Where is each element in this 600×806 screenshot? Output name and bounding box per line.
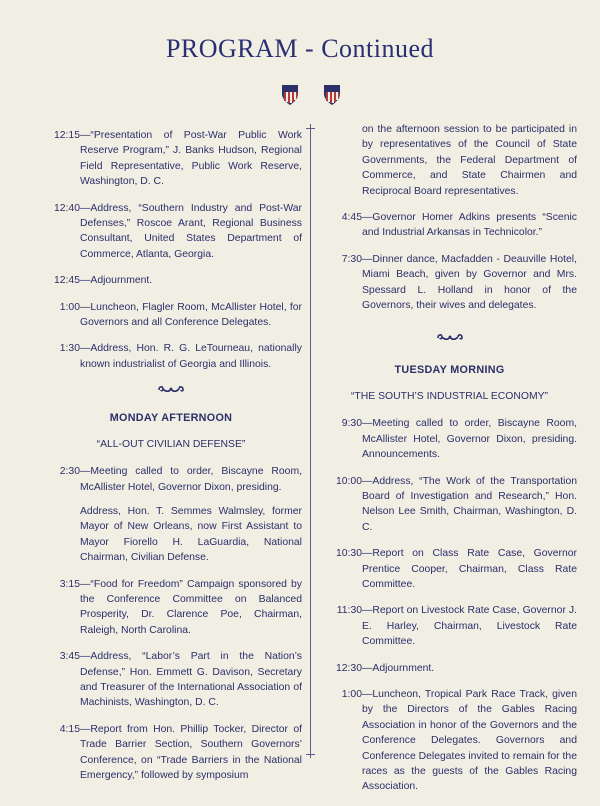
entry-note: Address, Hon. T. Semmes Walmsley, former Mayor of New Orleans, now First Assistant to Mayor Fiorello H. LaGuardia, National Chairman, Civilian Defense. xyxy=(80,505,302,564)
scroll-ornament-icon xyxy=(322,331,577,343)
scroll-ornament-icon xyxy=(40,383,302,395)
program-entry xyxy=(40,722,302,784)
entry-text: —Meeting called to order, Biscayne Room, McAllister Hotel, Governor Dixon, presiding. Announcements. xyxy=(362,418,577,461)
program-entry xyxy=(322,210,577,241)
entry-text: —Address, “Southern Industry and Post-War Defenses,” Roscoe Arant, Regional Business Consultant, United States Department of Commerce, Atlanta, Georgia. xyxy=(80,202,302,260)
entry-time: 12:15 xyxy=(53,130,80,141)
page-title: PROGRAM - Continued xyxy=(165,34,435,63)
column-divider xyxy=(310,124,311,758)
divider-top-cap xyxy=(306,128,315,129)
entry-time: 1:30 xyxy=(59,343,80,355)
entry-time: 4:45 xyxy=(341,212,362,224)
entry-time: 3:15 xyxy=(59,578,80,590)
entry-time: 4:15 xyxy=(59,723,80,735)
entry-text: —Adjournment. xyxy=(80,275,153,287)
continuation-text: on the afternoon session to be participated in by representatives of the Council of State Governments, the Federal Department of Commerce, and State Chairmen and Reciprocal Board representatives. xyxy=(362,124,577,197)
entry-time: 9:30 xyxy=(341,418,362,430)
entry-time: 10:00 xyxy=(335,475,362,487)
program-entry xyxy=(322,661,577,676)
entry-text: —Address, “The Work of the Transportation Board of Investigation and Research,” Hon. Nelson Lee Smith, Chairman, Washington, D. C. xyxy=(362,475,577,533)
entry-text: —Luncheon, Flagler Room, McAllister Hotel, for Governors and all Conference Delegates. xyxy=(80,301,302,329)
entry-time: 1:00 xyxy=(59,301,80,313)
shield-icon xyxy=(281,84,299,106)
entry-text: —Luncheon, Tropical Park Race Track, given by the Directors of the Gables Racing Association in honor of the Governors and the Conference Delegates. Governors and Conference Delegates invited to remain for the races as the guests of the Gables Racing Association. xyxy=(362,688,577,793)
section-subtitle: “THE SOUTH’S INDUSTRIAL ECONOMY” xyxy=(350,390,549,402)
program-entry xyxy=(40,649,302,711)
left-column xyxy=(40,128,302,794)
entry-text: —Dinner dance, Macfadden - Deauville Hotel, Miami Beach, given by Governor and Mrs. Spessard L. Holland in honor of the Governors, their wives and delegates. xyxy=(362,253,577,312)
entry-text: —Adjournment. xyxy=(362,662,435,674)
program-entry xyxy=(40,341,302,372)
entry-text: —“Food for Freedom” Campaign sponsored by the Conference Committee on Balanced Prosperity, Dr. Clarence Poe, Chairman, Raleigh, North Carolina. xyxy=(80,578,302,636)
entry-text: —Report on Class Rate Case, Governor Prentice Cooper, Chairman, Class Rate Committee. xyxy=(362,548,577,590)
entry-time: 1:00 xyxy=(341,688,362,700)
program-entry xyxy=(40,300,302,331)
entry-time: 2:30 xyxy=(59,466,80,478)
entry-text: —Report on Livestock Rate Case, Governor J. E. Harley, Chairman, Livestock Rate Committee. xyxy=(362,605,577,648)
entry-text: —Governor Homer Adkins presents “Scenic and Industrial Arkansas in Technicolor.” xyxy=(362,212,577,239)
right-column xyxy=(322,122,577,806)
program-entry xyxy=(322,416,577,462)
program-entry xyxy=(40,577,302,639)
program-entry xyxy=(322,687,577,795)
entry-time: 12:45 xyxy=(53,275,80,287)
divider-bottom-cap xyxy=(306,754,315,755)
program-entry xyxy=(40,201,302,263)
program-entry xyxy=(322,603,577,649)
entry-time: 11:30 xyxy=(336,605,362,617)
program-entry xyxy=(40,273,302,288)
section-subtitle: “ALL-OUT CIVILIAN DEFENSE” xyxy=(96,438,246,450)
entry-time: 12:40 xyxy=(53,202,80,214)
entry-text: —Address, “Labor’s Part in the Nation’s Defense,” Hon. Emmett G. Davison, Secretary and Treasurer of the International Association of Machinists, Washington, D. C. xyxy=(80,651,302,709)
entry-text: —Report from Hon. Phillip Tocker, Director of Trade Barrier Section, Southern Governors’ Conference, on “Trade Barriers in the National Emergency,” followed by symposium xyxy=(80,723,302,781)
section-heading: TUESDAY MORNING xyxy=(394,364,505,377)
shield-icon xyxy=(323,84,341,106)
shield-emblems xyxy=(281,84,341,106)
program-entry xyxy=(322,252,577,314)
entry-text: —“Presentation of Post-War Public Work Reserve Program,” J. Banks Hudson, Regional Field Representative, Public Work Reserve, Washington, D. C. xyxy=(80,130,302,188)
entry-time: 10:30 xyxy=(335,548,362,560)
entry-text: —Meeting called to order, Biscayne Room, McAllister Hotel, Governor Dixon, presiding. xyxy=(80,466,302,493)
program-entry xyxy=(40,128,302,190)
entry-time: 7:30 xyxy=(341,253,362,265)
program-entry xyxy=(40,464,302,495)
entry-time: 3:45 xyxy=(59,651,80,663)
section-heading: MONDAY AFTERNOON xyxy=(109,412,233,425)
entry-time: 12:30 xyxy=(335,662,362,674)
program-entry xyxy=(322,474,577,536)
entry-text: —Address, Hon. R. G. LeTourneau, nationally known industrialist of Georgia and Illinois. xyxy=(80,343,302,370)
program-entry xyxy=(322,546,577,592)
